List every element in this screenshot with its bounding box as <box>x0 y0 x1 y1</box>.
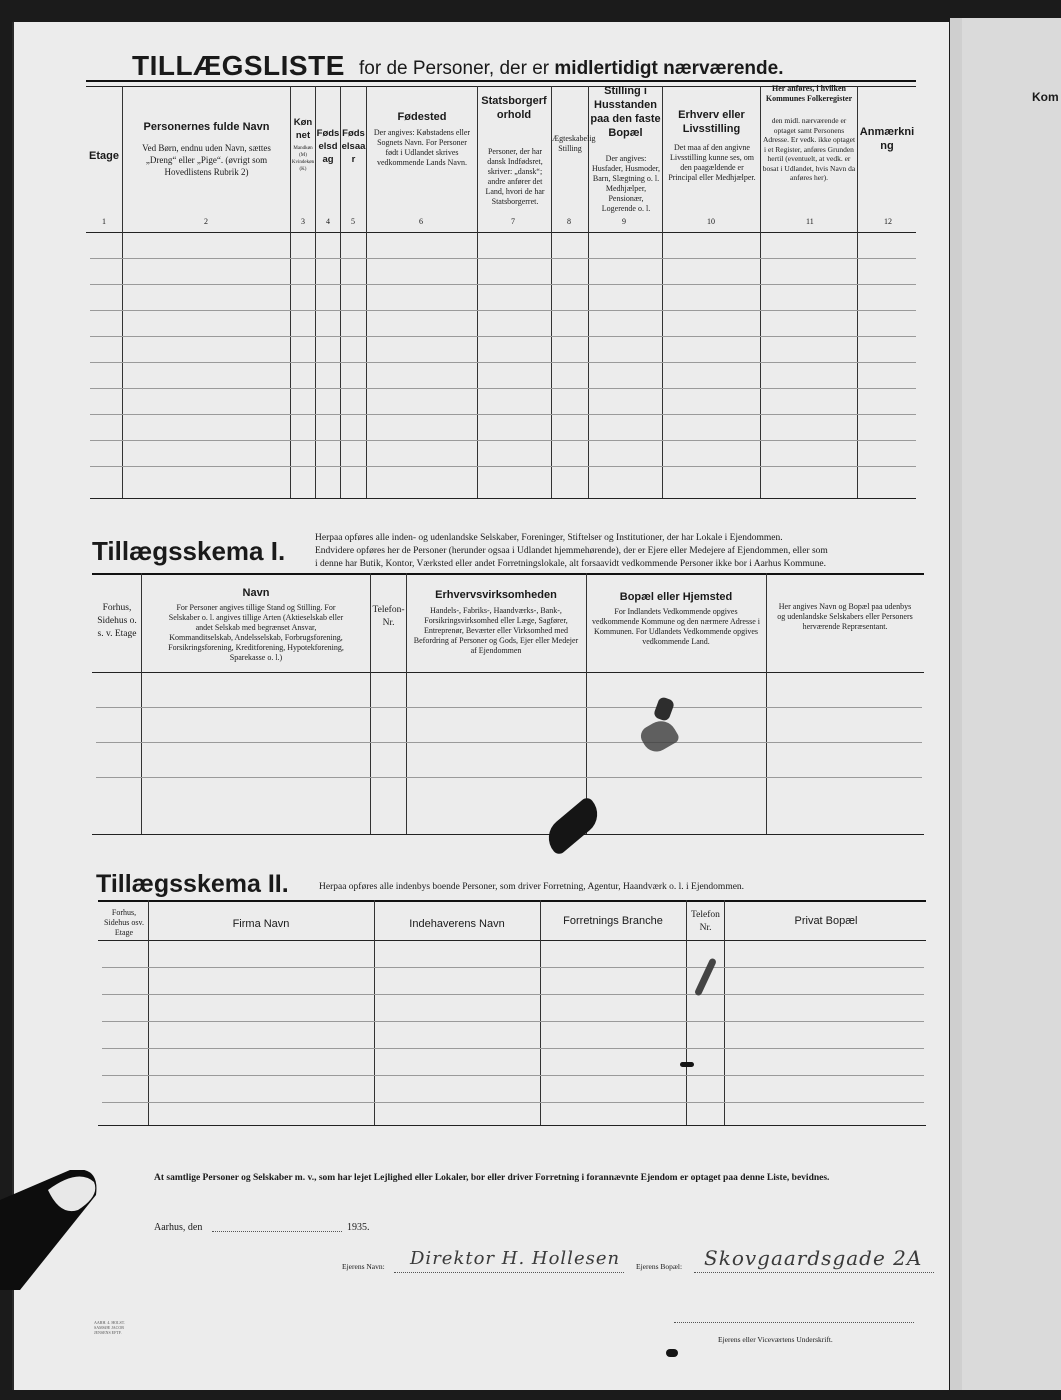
page-edge <box>950 18 962 1390</box>
date-year: 1935. <box>347 1222 370 1233</box>
col-gender: Kønnet <box>293 117 313 141</box>
facing-page <box>962 18 1061 1390</box>
schema2-title: Tillægsskema II. <box>96 870 289 898</box>
schema2-col-bopael: Privat Bopæl <box>794 915 858 927</box>
schema1-col-rep: Her angives Navn og Bopæl paa udenbys og udenlandske Selskabers eller Personers herværende Repræsentant. <box>777 602 913 631</box>
owner-name-line <box>394 1272 624 1273</box>
col-citizenship: Statsborgerforhold <box>481 95 547 121</box>
schema1-intro-3: i denne har Butik, Kontor, Værksted eller andet Forretningslokale, alt forsaavidt vedkommende Personer ikke bor i Aarhus Kommune. <box>315 559 827 569</box>
schema1-col-navn: Navn <box>242 587 270 599</box>
col-marital: Ægteskabelig Stilling <box>552 134 596 153</box>
ink-stain <box>694 957 717 996</box>
schema1-intro-2: Endvidere opføres her de Personer (herunder ogsaa i Udlandet hjemmehørende), der er Ejere eller Medejere af Ejendommen, eller som <box>315 546 828 556</box>
signature-label: Ejerens eller Viceværtens Underskrift. <box>718 1335 833 1344</box>
owner-address-line <box>694 1272 934 1273</box>
signature-line <box>674 1322 914 1323</box>
col-birthyear: Fødselsaar <box>341 128 366 165</box>
schema2-col-etage: Forhus, Sidehus osv. Etage <box>104 908 144 937</box>
col-remarks: Anmærkning <box>859 126 915 152</box>
schema2-intro: Herpaa opføres alle indenbys boende Personer, som driver Forretning, Agentur, Haandværk o. l. i Ejendommen. <box>319 882 745 892</box>
form-page: TILLÆGSLISTE for de Personer, der er midlertidigt nærværende. Etage Personernes fulde Navn Ved Børn, endnu uden Navn, sættes „Dreng“ eller „Pige“. (øvrigt som Hovedlistens Rubrik 2) Kønnet Mandkøn (M) Kvindekøn (K) Fødselsdag Fødselsaar Fødested Der angives: Købstadens eller Sognets Navn. For Personer født i Udlandet skrives vedkommende Lands Navn. Statsborgerforhold Personer, der har dansk Indfødsret, skriver: „dansk“; andre anfører det Land, hvori de har Statsborgerret. Ægteskabelig Stilling Stilling i Husstanden paa den faste Bopæl Der angives: Husfader, Husmoder, Barn, Slægtning o. l. Medhjælper, Pensionær, Logerende o. l. Erhverv eller Livsstilling Det maa af den angivne Livsstilling kunne ses, om den paagældende er Principal eller Medhjælper. Her anføres, i hvilken Kommunes Folkeregister den midl. nærværende er optaget samt Personens Adresse. Er vedk. ikke optaget i et Register, anføres Grunden hertil (eventuelt, at vedk. er bosat i Udlandet, hvis Navn da anføres her). Anmærkning 1 2 3 4 5 6 7 8 9 10 11 12 Tillægsskema I. Herpaa opføres alle inden- og udenlandske Selskaber, Foreninger, Stiftelser og Institutioner, der har Lokale i Ejendommen. Endvidere opføres her de Personer (herunder ogsaa i Udlandet hjemmehørende), der er Ejere eller Medejere af Ejendommen, eller som i denne har Butik, Kontor, Værksted eller andet Forretningslokale, alt forsaavidt vedkommende Personer ikke bor i Aarhus Kommune. Forhus, Sidehus o. s. v. Etage Navn For Personer angives tillige Stand og Stilling. For Selskaber o. l. angives tillige Arten (Aktieselskab eller andet Selskab med begrænset Ansvar, Kommanditselskab, Andelsselskab, Forbrugsforening, Forsikringsforening, Kreditforening, Hypotekforening, Sparekasse o. l.) Telefon-Nr. Erhvervsvirksomheden Handels-, Fabriks-, Haandværks-, Bank-, Forsikringsvirksomhed eller Læge, Sagfører, Entreprenør, Beværter eller Virksomhed med Befordring af Personer og Gods, Ejer eller Medejer af Ejendommen Bopæl eller Hjemsted For Indlandets Vedkommende opgives vedkommende Kommune og den nærmere Adresse i Kommunen. For Udlandets Vedkommende opgives vedkommende Land. Her angives Navn og Bopæl paa udenbys og udenlandske Selskabers eller Personers herværende Repræsentant. Tillægsskema II. Herpaa opføres alle indenbys boende Personer, som driver Forretning, Agentur, Haandværk o. l. i Ejendommen. Forhus, Sidehus osv. Etage Firma Navn Indehaverens Navn Forretnings Branche Telefon Nr. Privat Bopæl At samtlige Personer og Selskaber m. v., som har lejet Lejlighed eller Lokaler, bor eller driver Forretning i forannævnte Ejendom er optaget paa denne Liste, bevidnes. Aarhus, den 1935. Ejerens Navn: Direktor H. Hollesen Ejerens Bopæl: Skovgaardsgade 2A Ejerens eller Viceværtens Underskrift. AARH. 4. HOLST. SAMSØE JACOB JENSENS EFTF. <box>12 22 949 1390</box>
printer-mark: AARH. 4. HOLST. SAMSØE JACOB JENSENS EFTF. <box>94 1320 125 1335</box>
col-name: Personernes fulde Navn <box>143 121 270 133</box>
schema1-intro-1: Herpaa opføres alle inden- og udenlandske Selskaber, Foreninger, Stiftelser og Institutioner, der har Lokale i Ejendommen. <box>315 533 783 543</box>
form-subtitle: for de Personer, der er midlertidigt nærværende. <box>359 58 784 79</box>
col-birthplace-note: Der angives: Købstadens eller Sognets Navn. For Personer født i Udlandet skrives vedkommende Lands Navn. <box>373 128 471 167</box>
facing-page-fragment: Kom <box>1032 90 1059 104</box>
schema1-col-navn-note: For Personer angives tillige Stand og Stilling. For Selskaber o. l. angives tillige Arten (Aktieselskab eller andet Selskab med begrænset Ansvar, Kommanditselskab, Andelsselskab, Forbrugsforening, Forsikringsforening, Kreditforening, Hypotekforening, Sparekasse o. l.) <box>168 603 344 662</box>
col-birthplace: Fødested <box>397 111 447 123</box>
col-gender-note: Mandkøn (M) Kvindekøn (K) <box>291 146 315 172</box>
ink-stain <box>653 696 676 722</box>
owner-name-handwriting: Direktor H. Hollesen <box>410 1248 621 1269</box>
owner-address-label: Ejerens Bopæl: <box>636 1262 683 1271</box>
owner-name-label: Ejerens Navn: <box>342 1262 385 1271</box>
schema1-col-erhverv: Erhvervsvirksomheden <box>435 589 557 601</box>
schema1-title: Tillægsskema I. <box>92 536 286 566</box>
col-registry: Her anføres, i hvilken Kommunes Folkeregister <box>765 84 853 103</box>
owner-address-handwriting: Skovgaardsgade 2A <box>704 1246 923 1270</box>
schema1-col-bopael: Bopæl eller Hjemsted <box>619 591 733 603</box>
ink-stain <box>680 1062 694 1067</box>
date-place-label: Aarhus, den <box>154 1222 203 1233</box>
col-registry-note: den midl. nærværende er optaget samt Personens Adresse. Er vedk. ikke optaget i et Register, anføres Grunden hertil (eventuelt, at vedk. er bosat i Udlandet, hvis Navn da anføres her). <box>762 116 856 182</box>
schema2-col-firma: Firma Navn <box>232 918 290 930</box>
col-citizenship-note: Personer, der har dansk Indfødsret, skriver: „dansk“; andre anfører det Land, hvori de har Statsborgerret. <box>485 147 545 206</box>
binder-clip-icon <box>0 1170 100 1290</box>
col-name-note: Ved Børn, endnu uden Navn, sættes „Dreng“ eller „Pige“. (øvrigt som Hovedlistens Rubrik 2) <box>142 143 271 177</box>
attestation-statement: At samtlige Personer og Selskaber m. v., som har lejet Lejlighed eller Lokaler, bor eller driver Forretning i forannævnte Ejendom er optaget paa denne Liste, bevidnes. <box>154 1173 830 1183</box>
col-birthday: Fødselsdag <box>316 128 340 165</box>
col-household-note: Der angives: Husfader, Husmoder, Barn, Slægtning o. l. Medhjælper, Pensionær, Logerende o. l. <box>592 154 661 213</box>
col-etage: Etage <box>89 150 119 162</box>
schema1-col-erhverv-note: Handels-, Fabriks-, Haandværks-, Bank-, Forsikringsvirksomhed eller Læge, Sagfører, Entreprenør, Beværter eller Virksomhed med Befordring af Personer og Gods, Ejer eller Medejer af Ejendommen <box>413 606 579 655</box>
ink-stain <box>540 795 605 856</box>
schema2-col-indehaver: Indehaverens Navn <box>409 918 505 930</box>
schema2-col-branche: Forretnings Branche <box>563 915 663 927</box>
schema2-col-telefon: Telefon Nr. <box>691 910 720 933</box>
col-household: Stilling i Husstanden paa den faste Bopæl <box>590 85 661 139</box>
ink-stain <box>666 1349 678 1357</box>
col-occupation-note: Det maa af den angivne Livsstilling kunne ses, om den paagældende er Principal eller Medhjælper. <box>668 143 756 182</box>
schema1-col-etage: Forhus, Sidehus o. s. v. Etage <box>97 603 137 639</box>
form-title: TILLÆGSLISTE <box>132 50 345 81</box>
col-occupation: Erhverv eller Livsstilling <box>678 109 745 135</box>
ink-stain <box>637 715 680 756</box>
schema1-col-bopael-note: For Indlandets Vedkommende opgives vedkommende Kommune og den nærmere Adresse i Kommunen. For Udlandets Vedkommende opgives vedkommende Land. <box>592 607 760 646</box>
date-line <box>212 1231 342 1232</box>
schema1-col-telefon: Telefon-Nr. <box>372 605 405 628</box>
